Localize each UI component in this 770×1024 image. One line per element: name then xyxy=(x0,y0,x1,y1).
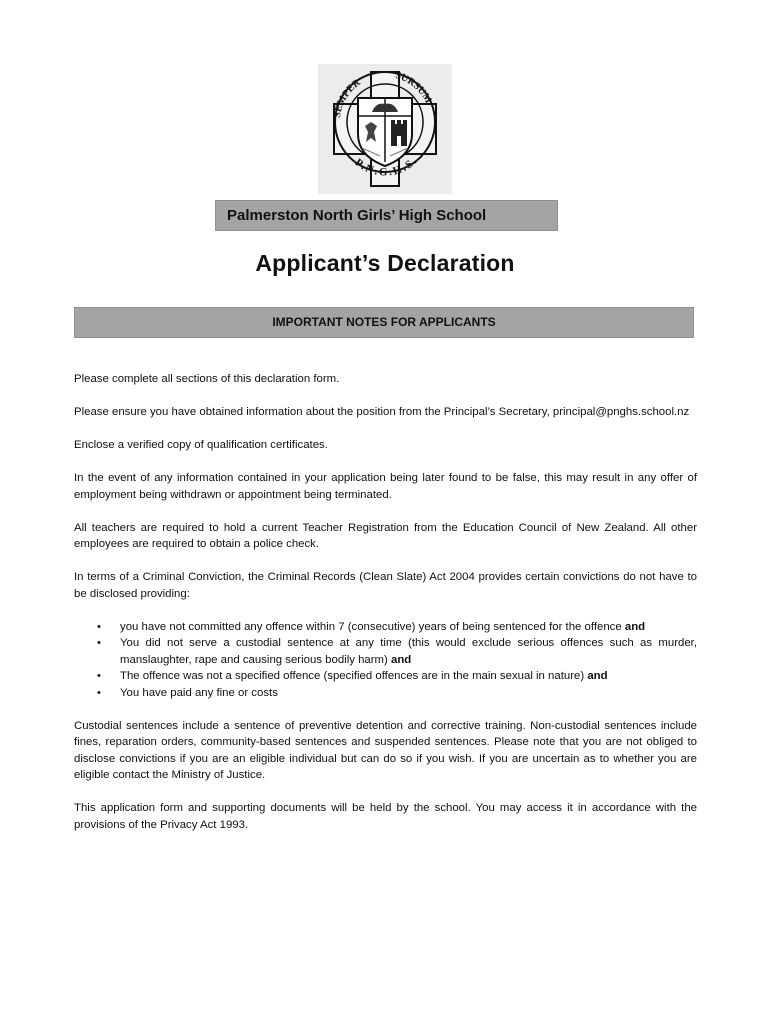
motto-left: SEMPER xyxy=(331,77,363,119)
condition-text: You have paid any fine or costs xyxy=(120,686,278,699)
paragraph-clean-slate: In terms of a Criminal Conviction, the Criminal Records (Clean Slate) Act 2004 provides certain convictions do not have to be disclosed providing: xyxy=(74,571,697,600)
condition-text: The offence was not a specified offence (specified offences are in the main sexual in nature) xyxy=(120,670,585,682)
paragraph-enclose-certificates: Enclose a verified copy of qualification certificates. xyxy=(74,439,328,451)
paragraph-complete-sections: Please complete all sections of this declaration form. xyxy=(74,373,340,385)
condition-and: and xyxy=(587,670,608,682)
school-crest-logo xyxy=(318,64,452,194)
list-item xyxy=(97,685,697,702)
condition-and: and xyxy=(624,620,646,633)
condition-and: and xyxy=(391,653,412,666)
crest-emblem-icon xyxy=(318,64,452,194)
bullet-icon: • xyxy=(97,620,101,633)
bullet-icon: • xyxy=(97,686,101,699)
paragraph-false-information: In the event of any information contained in your application being later found to be false, this may result in any offer of employment being withdrawn or appointment being terminated. xyxy=(74,472,697,501)
paragraph-custodial-sentences: Custodial sentences include a sentence of preventive detention and corrective training. Non-custodial sentences include fines, reparation orders, community-based sentences and suspended sentences. Please note that you are not obliged to disclose convictions if you are an eligible individual but can do so if you wish. If you are uncertain as to whether you are eligible contact the Ministry of Justice. xyxy=(74,719,697,781)
list-item xyxy=(97,619,697,636)
paragraph-registration: All teachers are required to hold a current Teacher Registration from the Education Council of New Zealand. All other employees are required to obtain a police check. xyxy=(74,521,697,550)
motto-right: SURSUM xyxy=(394,70,434,106)
condition-text: you have not committed any offence within 7 (consecutive) years of being sentenced for the offence xyxy=(120,620,622,633)
list-item xyxy=(97,635,697,668)
bullet-icon: • xyxy=(97,670,101,682)
notes-body xyxy=(74,371,697,850)
clean-slate-conditions-list xyxy=(74,619,697,702)
page-title: Applicant’s Declaration xyxy=(255,250,515,276)
paragraph-obtain-information: Please ensure you have obtained information about the position from the Principal’s Secretary, principal@pnghs.school.nz xyxy=(74,406,690,418)
paragraph-privacy: This application form and supporting documents will be held by the school. You may access it in accordance with the provisions of the Privacy Act 1993. xyxy=(74,802,697,831)
school-name-banner: Palmerston North Girls’ High School xyxy=(215,200,558,231)
crest-initials: P.N.G.H.S. xyxy=(352,154,421,179)
list-item xyxy=(97,668,697,685)
notes-heading: IMPORTANT NOTES FOR APPLICANTS xyxy=(74,307,694,338)
bullet-icon: • xyxy=(97,637,101,649)
condition-text: You did not serve a custodial sentence at any time (this would exclude serious offences such as murder, manslaughter, rape and causing serious bodily harm) xyxy=(120,637,697,666)
